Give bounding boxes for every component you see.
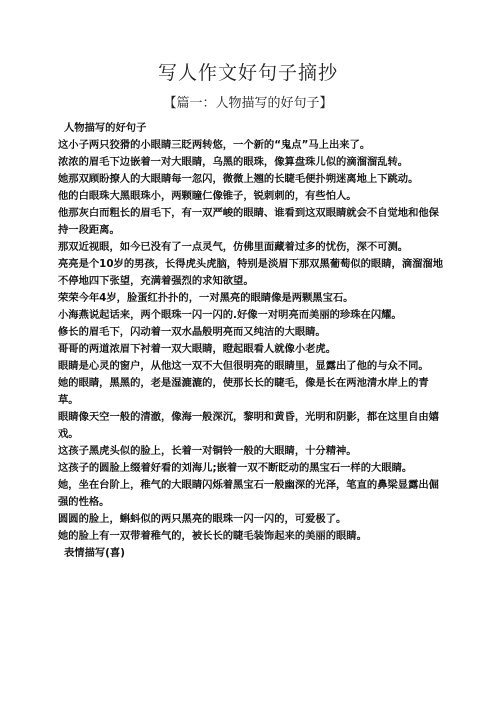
paragraph: 修长的眉毛下，闪动着一双水晶般明亮而又纯洁的大眼睛。: [58, 326, 326, 338]
paragraph: 她的脸上有一双带着稚气的，被长长的睫毛装饰起来的美丽的眼睛。: [58, 530, 367, 542]
paragraph: 眼睛像天空一般的清澈，像海一般深沉，黎明和黄昏，光明和阴影，都在这里自由嬉戏。: [58, 411, 439, 440]
paragraph: 那双近视眼，如今已没有了一点灵气，仿佛里面藏着过多的忧伤，深不可测。: [58, 241, 409, 253]
section-title: 【篇一：人物描写的好句子】: [163, 96, 333, 111]
paragraph-subheading: 表情描写(喜): [64, 547, 125, 559]
paragraph: 她的眼睛，黑黑的，老是湿漉漉的，使那长长的睫毛，像是长在两池清水岸上的青草。: [58, 377, 429, 406]
paragraph: 她，坐在台阶上，稚气的大眼睛闪烁着黑宝石一般幽深的光泽，笔直的鼻梁显露出倔强的性格。: [58, 479, 439, 508]
paragraph: 他的白眼珠大黑眼珠小，两颗瞳仁像锥子，锐刺刺的，有些怕人。: [58, 190, 357, 202]
paragraph: 他那灰白而粗长的眉毛下，有一双严峻的眼睛、谁看到这双眼睛就会不自觉地和他保持一段距离。: [58, 207, 439, 236]
document-title: 写人作文好句子摘抄: [157, 62, 338, 84]
paragraph: 这孩子的圆脸上缀着好看的刘海儿;嵌着一双不断眨动的黑宝石一样的大眼睛。: [58, 462, 413, 474]
paragraph: 圆圆的脸上，蝌蚪似的两只黑亮的眼珠一闪一闪的，可爱极了。: [58, 513, 347, 525]
paragraph: 浓浓的眉毛下边嵌着一对大眼睛，乌黑的眼珠，像算盘珠儿似的滴溜溜乱转。: [58, 156, 409, 168]
paragraph: 亮亮是个10岁的男孩，长得虎头虎脑，特别是淡眉下那双黑葡萄似的眼睛，滴溜溜地不停地四下张望，充满着强烈的求知欲望。: [58, 258, 444, 287]
paragraph: 她那双顾盼撩人的大眼睛每一忽闪，微微上翘的长睫毛便扑朔迷离地上下跳动。: [58, 173, 419, 185]
paragraph: 小海燕说起话来，两个眼珠一闪一闪的.好像一对明亮而美丽的珍珠在闪耀。: [58, 309, 402, 321]
paragraph: 这孩子黑虎头似的脸上，长着一对铜铃一般的大眼睛，十分精神。: [58, 445, 357, 457]
document-body: [58, 120, 444, 562]
paragraph: 眼睛是心灵的窗户，从他这一双不大但很明亮的眼睛里，显露出了他的与众不同。: [58, 360, 429, 372]
paragraph-heading: 人物描写的好句子: [64, 122, 147, 134]
paragraph: 哥哥的两道浓眉下衬着一双大眼睛，瞪起眼看人就像小老虎。: [58, 343, 337, 355]
paragraph: 这小子两只狡猾的小眼睛三眨两转悠，一个新的“鬼点”马上出来了。: [58, 139, 371, 151]
paragraph: 荣荣今年4岁，脸蛋红扑扑的，一对黑亮的眼睛像是两颗黑宝石。: [58, 292, 354, 304]
